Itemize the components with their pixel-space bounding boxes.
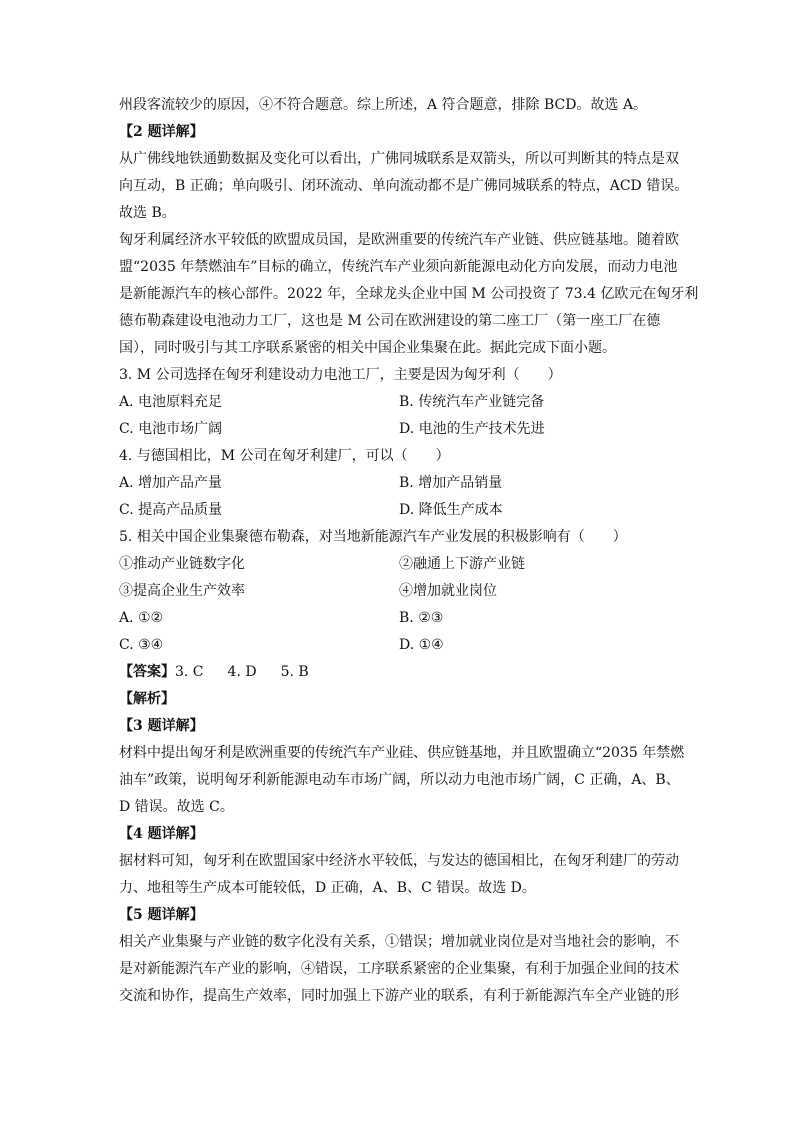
section-heading-q2: 【2 题详解】 — [119, 124, 204, 140]
material-line: 国），同时吸引与其工序联系紧密的相关中国企业集聚在此。据此完成下面小题。 — [119, 340, 616, 356]
material-line: 匈牙利属经济水平较低的欧盟成员国，是欧洲重要的传统汽车产业链、供应链基地。随着欧 — [119, 232, 679, 248]
material-line: 德布勒森建设电池动力工厂，这也是 M 公司在欧洲建设的第二座工厂（第一座工厂在德 — [119, 313, 661, 329]
option-c: C. 电池市场广阔 — [119, 421, 223, 437]
item-3: ③提高企业生产效率 — [119, 583, 245, 599]
section-heading-q4: 【4 题详解】 — [119, 826, 204, 842]
paragraph-line: 州段客流较少的原因，④不符合题意。综上所述，A 符合题意，排除 BCD。故选 A。 — [119, 97, 648, 113]
item-4: ④增加就业岗位 — [399, 583, 497, 599]
option-d: D. ①④ — [399, 637, 444, 653]
question-3-options-row-2 — [119, 416, 679, 443]
answer-5: 5. B — [280, 664, 309, 680]
option-b: B. 增加产品销量 — [399, 475, 503, 491]
paragraph-line: D 错误。故选 C。 — [119, 799, 234, 815]
question-4-stem: 4. 与德国相比，M 公司在匈牙利建厂，可以（ ） — [119, 448, 450, 464]
question-3-options-row-1 — [119, 389, 679, 416]
item-1: ①推动产业链数字化 — [119, 556, 245, 572]
material-line: 盟“2035 年禁燃油车”目标的确立，传统汽车产业须向新能源电动化方向发展，而动力电池 — [119, 259, 678, 275]
material-line: 是新能源汽车的核心部件。2022 年，全球龙头企业中国 M 公司投资了 73.4 亿欧元在匈牙利 — [119, 286, 699, 302]
answer-4: 4. D — [227, 664, 257, 680]
option-d: D. 降低生产成本 — [399, 502, 503, 518]
document-content — [119, 92, 699, 1010]
question-4-options-row-1 — [119, 470, 679, 497]
option-a: A. 增加产品产量 — [119, 475, 223, 491]
option-a: A. 电池原料充足 — [119, 394, 223, 410]
section-heading-q5: 【5 题详解】 — [119, 907, 204, 923]
paragraph-line: 向互动，B 正确；单向吸引、闭环流动、单向流动都不是广佛同城联系的特点，ACD 错误。 — [119, 178, 689, 194]
option-b: B. ②③ — [399, 610, 444, 626]
question-5-options-row-2 — [119, 632, 679, 659]
paragraph-line: 据材料可知，匈牙利在欧盟国家中经济水平较低，与发达的德国相比，在匈牙利建厂的劳动 — [119, 853, 679, 869]
question-5-stem: 5. 相关中国企业集聚德布勒森，对当地新能源汽车产业发展的积极影响有（ ） — [119, 529, 627, 545]
question-3-stem: 3. M 公司选择在匈牙利建设动力电池工厂，主要是因为匈牙利（ ） — [119, 367, 562, 383]
item-2: ②融通上下游产业链 — [399, 556, 525, 572]
paragraph-line: 力、地租等生产成本可能较低，D 正确，A、B、C 错误。故选 D。 — [119, 880, 536, 896]
question-5-options-row-1 — [119, 605, 679, 632]
option-a: A. ①② — [119, 610, 164, 626]
question-4-options-row-2 — [119, 497, 679, 524]
paragraph-line: 是对新能源汽车产业的影响，④错误，工序联系紧密的企业集聚，有利于加强企业间的技术 — [119, 961, 679, 977]
paragraph-line: 交流和协作，提高生产效率，同时加强上下游产业的联系，有利于新能源汽车全产业链的形 — [119, 988, 679, 1004]
answer-3: 3. C — [175, 664, 204, 680]
option-b: B. 传统汽车产业链完备 — [399, 394, 545, 410]
question-5-items-row-1 — [119, 551, 679, 578]
option-d: D. 电池的生产技术先进 — [399, 421, 545, 437]
paragraph-line: 油车”政策，说明匈牙利新能源电动车市场广阔，所以动力电池市场广阔，C 正确，A、B、 — [119, 772, 680, 788]
paragraph-line: 材料中提出匈牙利是欧洲重要的传统汽车产业硅、供应链基地，并且欧盟确立“2035 年禁燃 — [119, 745, 685, 761]
paragraph-line: 相关产业集聚与产业链的数字化没有关系，①错误；增加就业岗位是对当地社会的影响，不 — [119, 934, 679, 950]
option-c: C. 提高产品质量 — [119, 502, 223, 518]
analysis-label: 【解析】 — [119, 691, 175, 707]
paragraph-line: 故选 B。 — [119, 205, 176, 221]
option-c: C. ③④ — [119, 637, 164, 653]
question-5-items-row-2 — [119, 578, 679, 605]
section-heading-q3: 【3 题详解】 — [119, 718, 204, 734]
answer-label: 【答案】 — [119, 664, 175, 680]
answer-line — [119, 659, 679, 686]
paragraph-line: 从广佛线地铁通勤数据及变化可以看出，广佛同城联系是双箭头，所以可判断其的特点是双 — [119, 151, 679, 167]
